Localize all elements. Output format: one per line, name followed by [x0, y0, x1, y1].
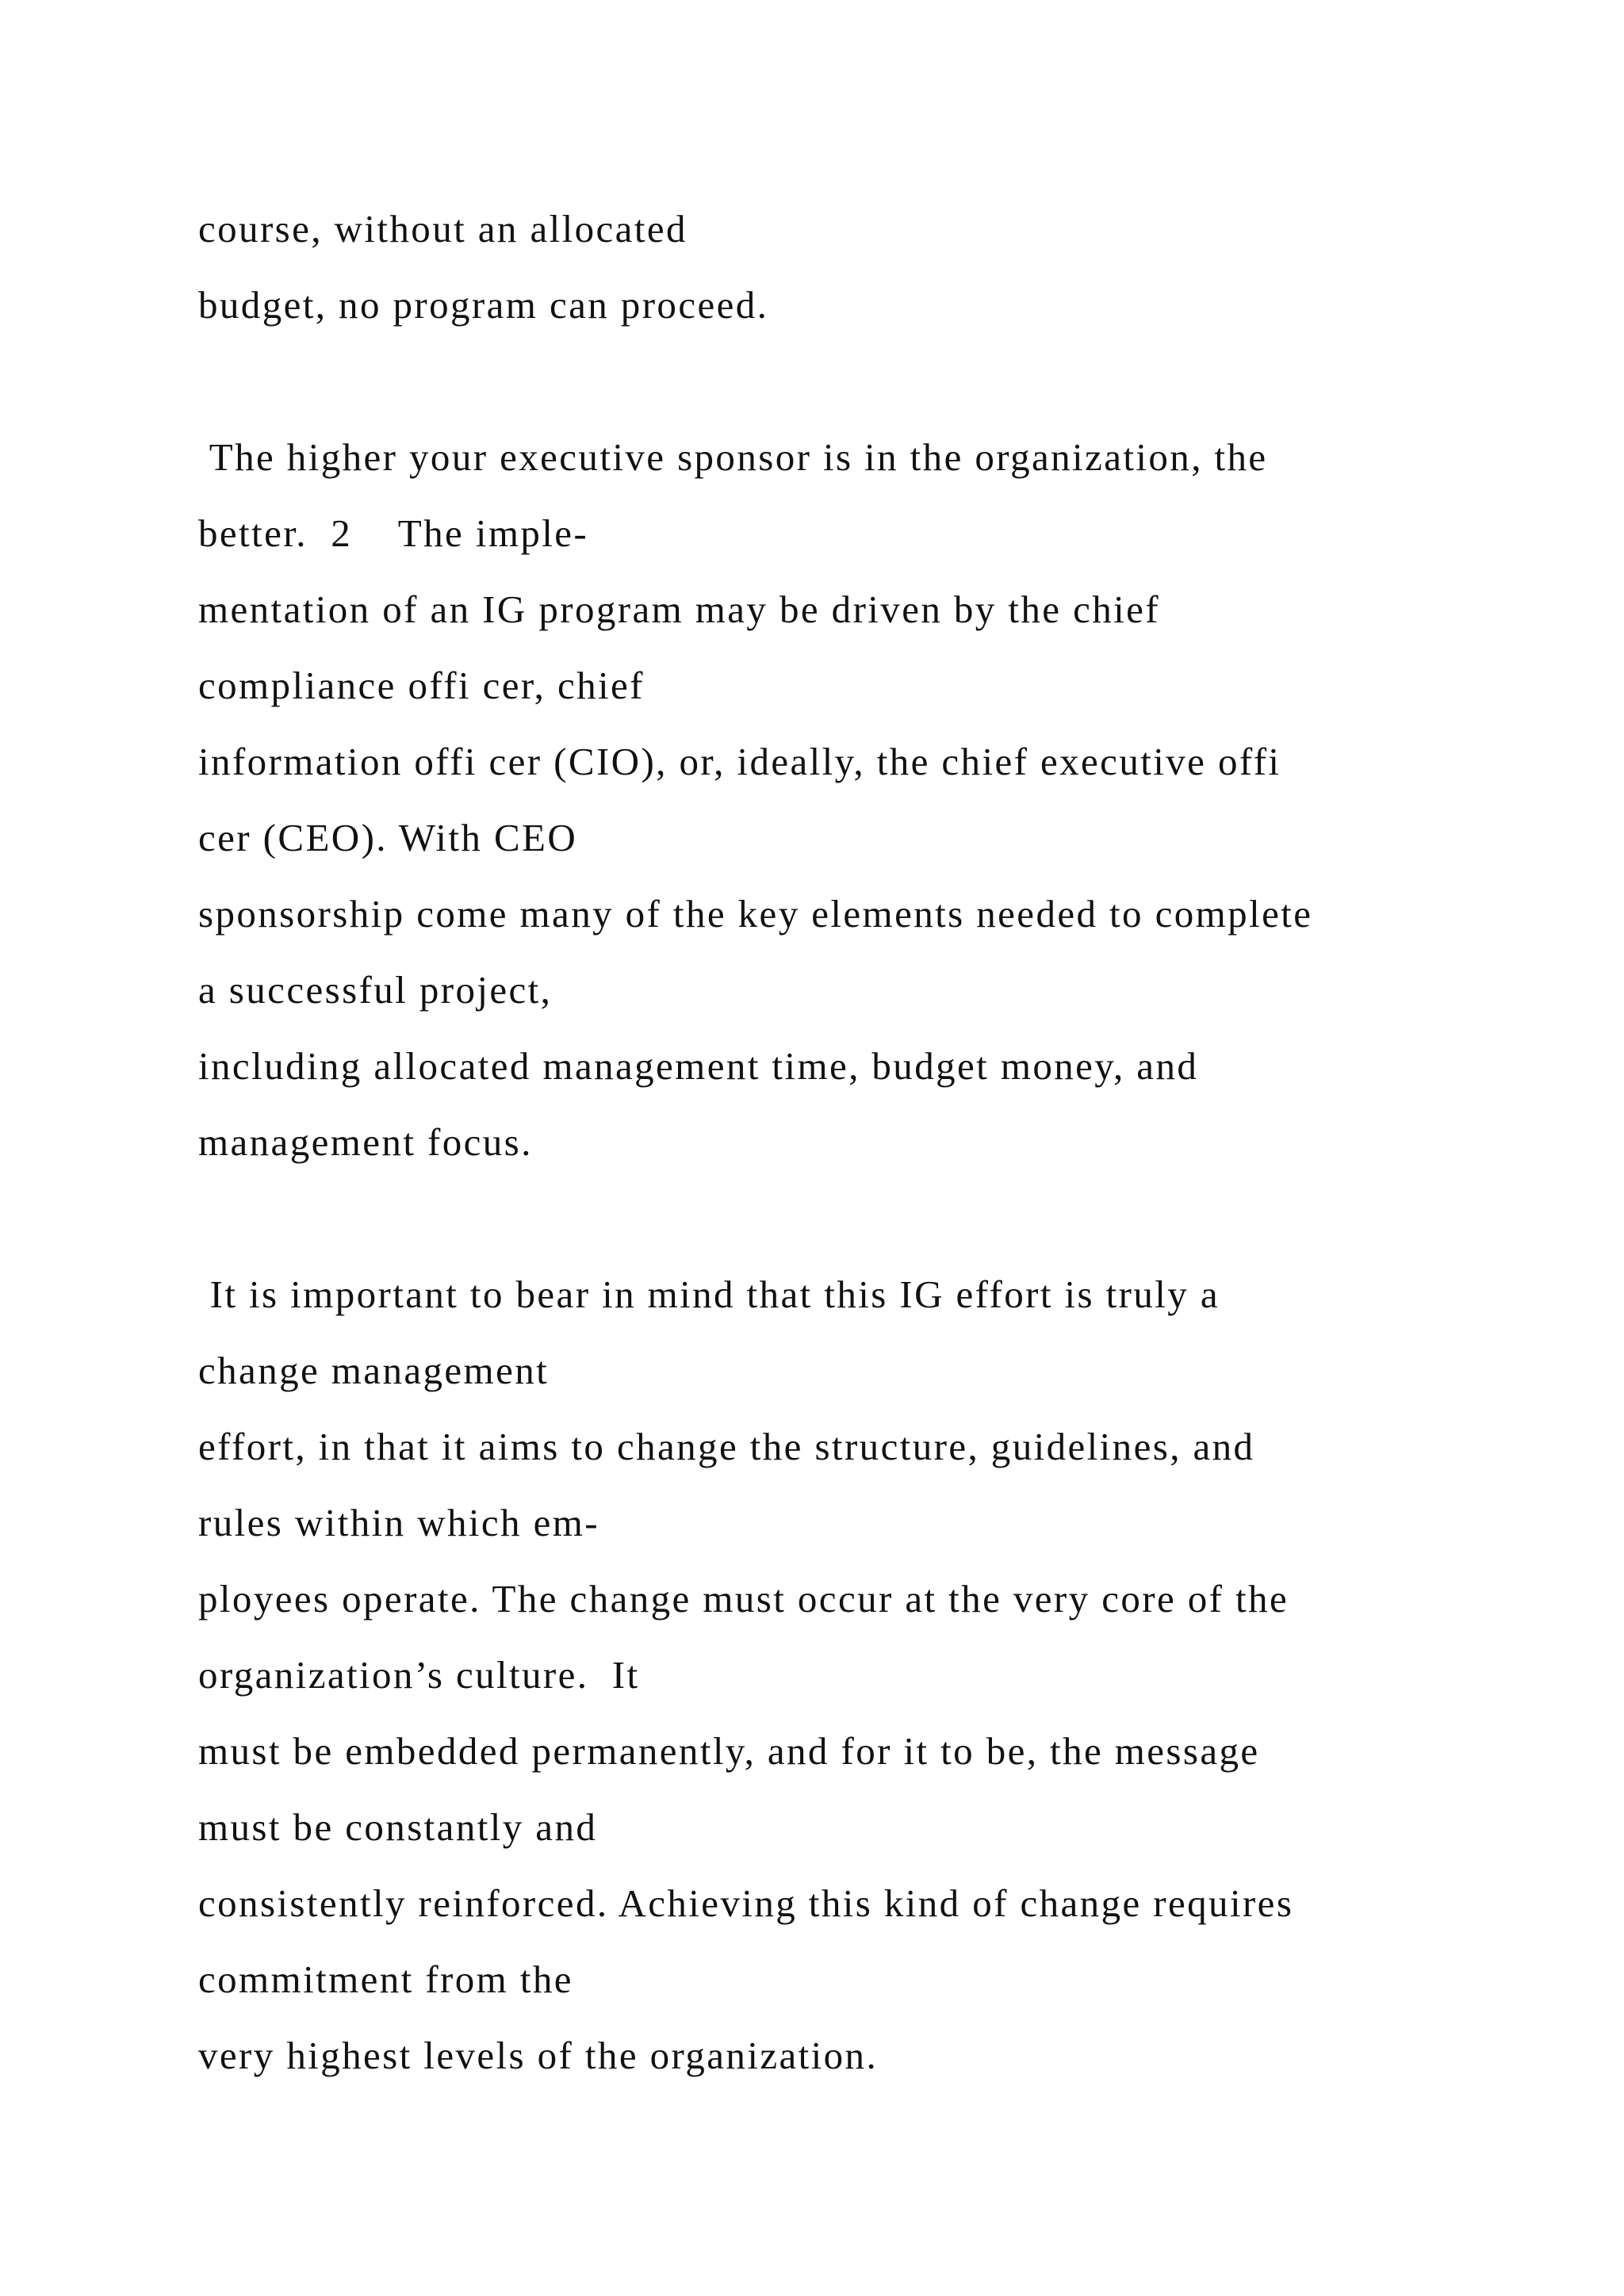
paragraph-3 — [198, 1257, 1546, 2094]
text-line: mentation of an IG program may be driven by the chief — [198, 587, 1160, 631]
text-line: cer (CEO). With CEO — [198, 816, 578, 859]
text-line: management focus. — [198, 1120, 533, 1164]
text-line: change management — [198, 1349, 550, 1392]
text-line: including allocated management time, budget money, and — [198, 1044, 1199, 1088]
text-line: consistently reinforced. Achieving this kind of change requires — [198, 1881, 1294, 1925]
text-line: ployees operate. The change must occur at the very core of the — [198, 1577, 1289, 1621]
text-line: The higher your executive sponsor is in the organization, the — [198, 435, 1268, 479]
text-line: effort, in that it aims to change the structure, guidelines, and — [198, 1425, 1255, 1468]
text-line: budget, no program can proceed. — [198, 283, 769, 327]
paragraph-2 — [198, 419, 1546, 1181]
paragraph-1 — [198, 191, 1546, 343]
text-line: a successful project, — [198, 968, 553, 1012]
text-line: organization’s culture. It — [198, 1653, 640, 1697]
paragraph-spacer — [198, 1181, 1546, 1257]
body-text — [198, 191, 1546, 2094]
text-line: It is important to bear in mind that this IG effort is truly a — [198, 1272, 1220, 1316]
text-line: rules within which em- — [198, 1501, 599, 1544]
text-line: must be constantly and — [198, 1805, 598, 1849]
text-line: must be embedded permanently, and for it to be, the message — [198, 1729, 1260, 1773]
text-line: very highest levels of the organization. — [198, 2034, 879, 2077]
text-line: better. 2 The imple- — [198, 511, 589, 555]
text-line: sponsorship come many of the key elements needed to complete — [198, 892, 1313, 936]
text-line: commitment from the — [198, 1957, 573, 2001]
text-line: compliance offi cer, chief — [198, 664, 645, 707]
text-line: course, without an allocated — [198, 207, 688, 251]
paragraph-spacer — [198, 343, 1546, 419]
text-line: information offi cer (CIO), or, ideally, the chief executive offi — [198, 740, 1281, 783]
